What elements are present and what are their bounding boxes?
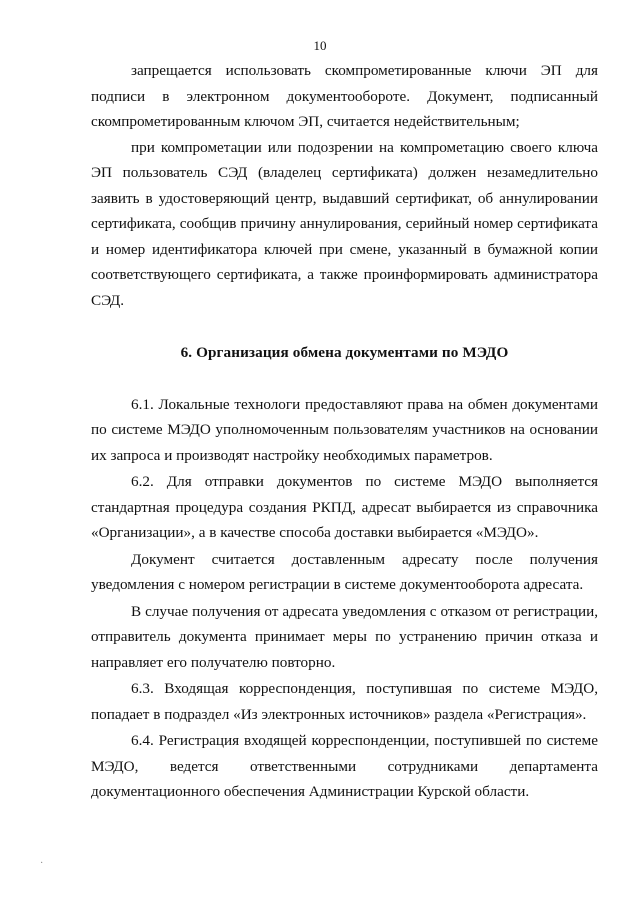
section-heading: 6. Организация обмена документами по МЭДО <box>180 344 509 361</box>
paragraph-6-4: 6.4. Регистрация входящей корреспонденции, поступившей по системе МЭДО, ведется ответственными сотрудниками департамента документационного обеспечения Администрации Курской области. <box>91 732 598 800</box>
document-body <box>91 58 598 805</box>
paragraph-compromise-procedure: при компрометации или подозрении на компрометацию своего ключа ЭП пользователь СЭД (владелец сертификата) должен незамедлительно заявить в удостоверяющий центр, выдавший сертификат, об аннулировании сертификата, сообщив причину аннулирования, серийный номер сертификата и номер идентификатора ключей при смене, указанный в бумажной копии соответствующего сертификата, а также проинформировать администратора СЭД. <box>91 138 598 309</box>
paragraph-compromised-keys: запрещается использовать скомпрометированные ключи ЭП для подписи в электронном документообороте. Документ, подписанный скомпрометированным ключом ЭП, считается недействительным; <box>91 62 598 130</box>
paragraph-refusal: В случае получения от адресата уведомления с отказом от регистрации, отправитель документа принимает меры по устранению причин отказа и направляет его получателю повторно. <box>91 602 598 671</box>
paragraph-6-2: 6.2. Для отправки документов по системе МЭДО выполняется стандартная процедура создания РКПД, адресат выбирается из справочника «Организации», а в качестве способа доставки выбирается «МЭДО». <box>91 473 598 541</box>
paragraph-6-3: 6.3. Входящая корреспонденция, поступившая по системе МЭДО, попадает в подраздел «Из электронных источников» раздела «Регистрация». <box>91 680 598 723</box>
margin-mark: · <box>40 858 44 869</box>
page-number: 10 <box>313 38 327 53</box>
paragraph-delivery-condition: Документ считается доставленным адресату после получения уведомления с номером регистрации в системе документооборота адресата. <box>91 550 598 593</box>
paragraph-6-1: 6.1. Локальные технологи предоставляют права на обмен документами по системе МЭДО уполномоченным пользователям участников на основании их запроса и производят настройку необходимых параметров. <box>91 395 598 464</box>
